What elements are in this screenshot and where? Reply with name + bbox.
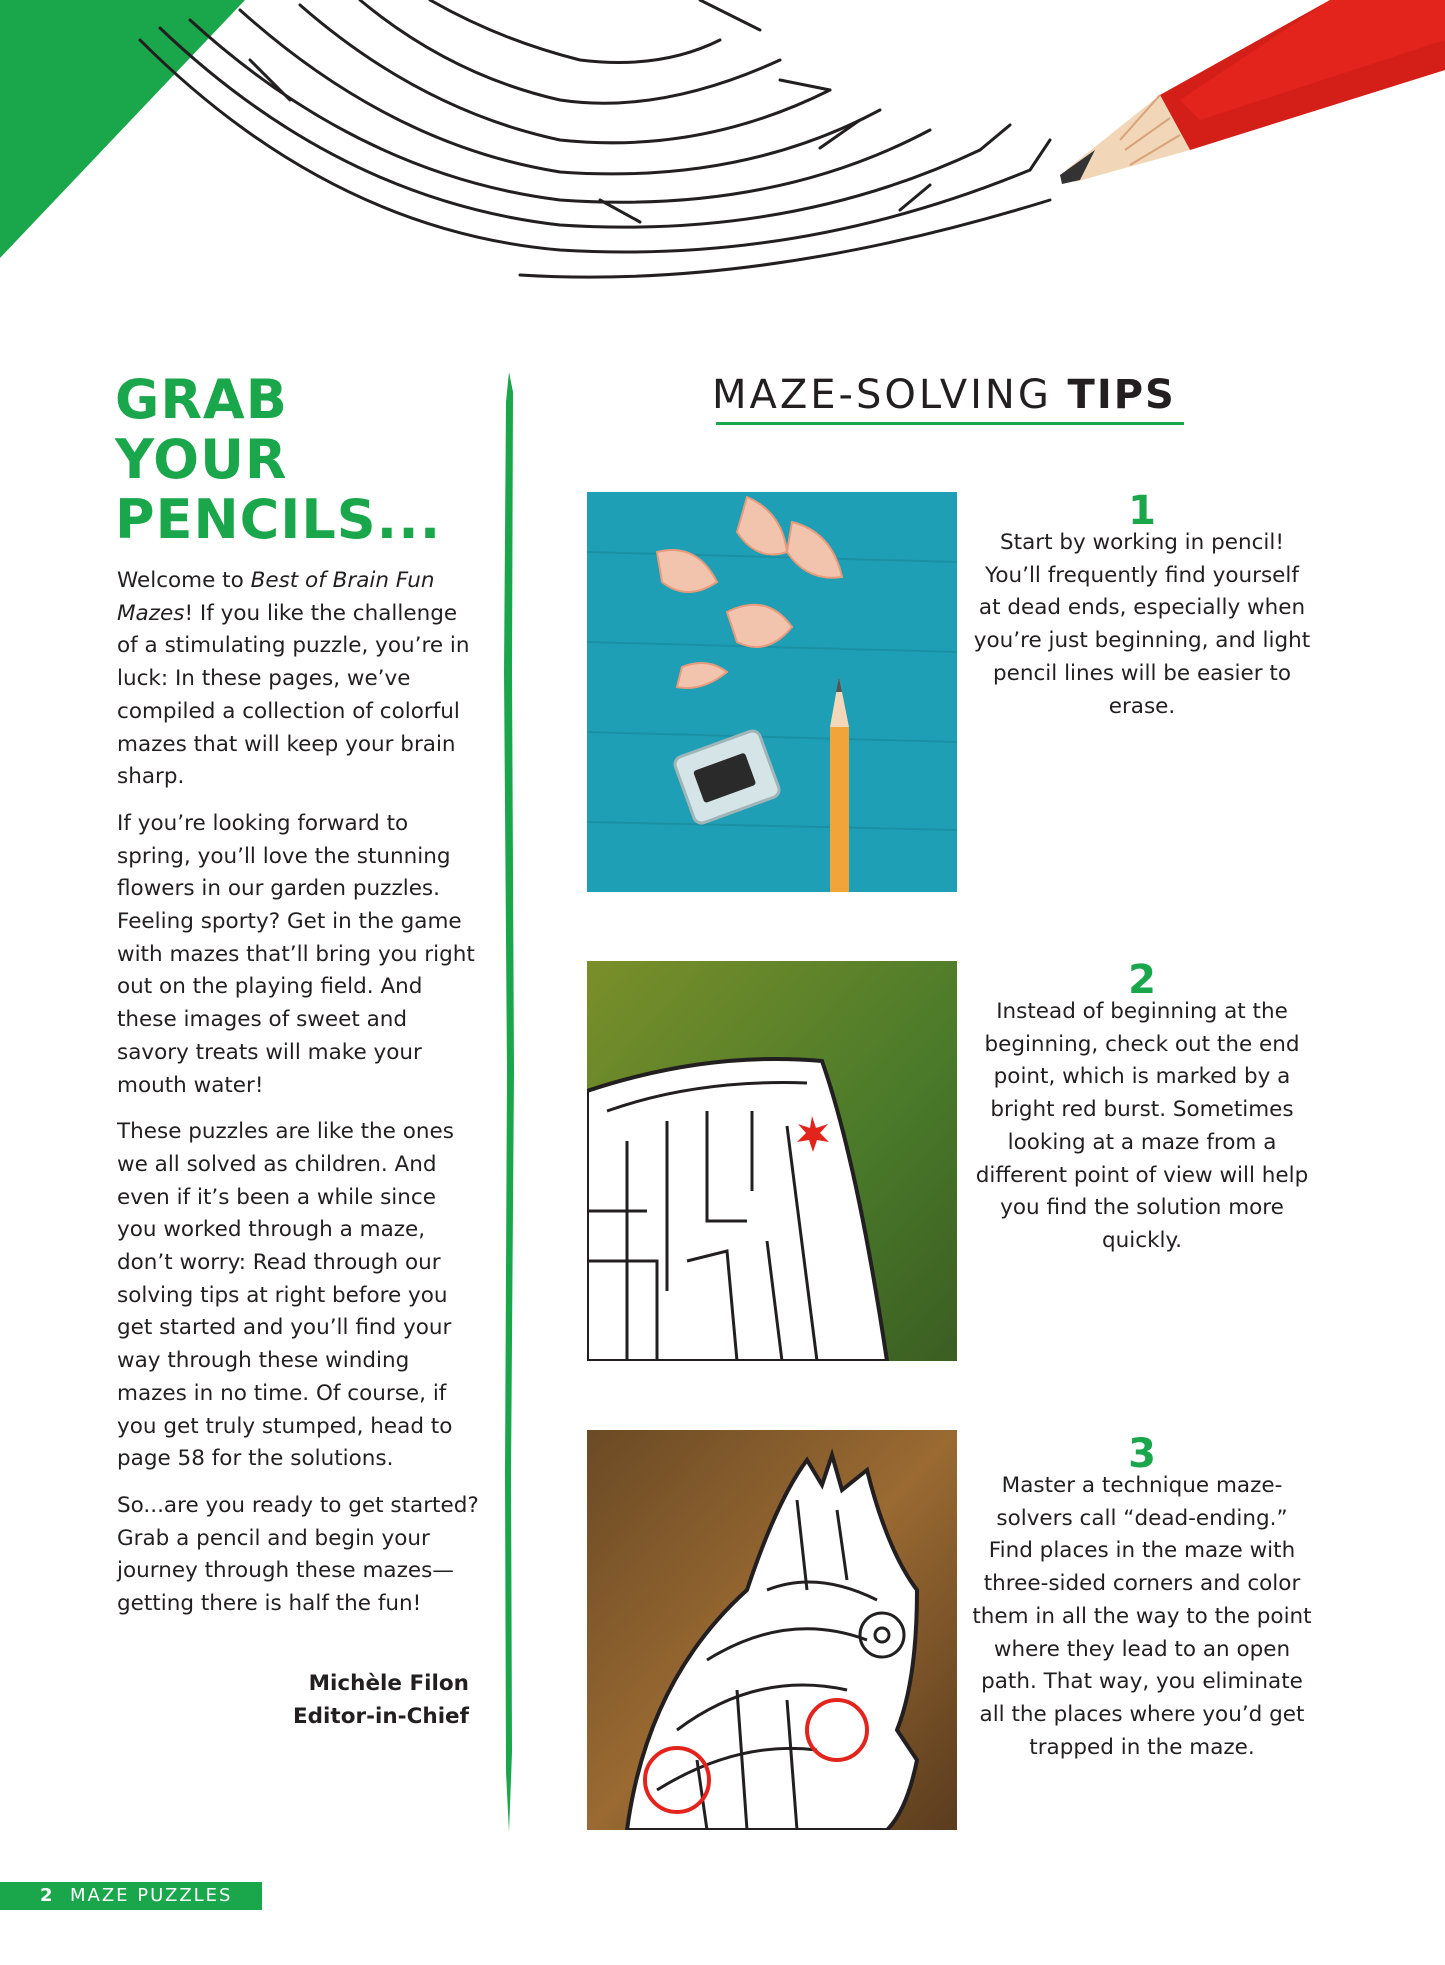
headline-line-1: GRAB (115, 368, 288, 431)
red-pencil-icon (1060, 0, 1445, 184)
signature (117, 1668, 469, 1733)
headline-line-3: PENCILS... (115, 488, 442, 551)
page-number: 2 (40, 1885, 53, 1906)
tips-underline (716, 422, 1184, 425)
tips-title-light: MAZE-SOLVING (712, 372, 1068, 418)
signature-title: Editor-in-Chief (292, 1703, 469, 1729)
intro-p1-start: Welcome to (117, 568, 251, 593)
intro-paragraph-3: These puzzles are like the ones we all solved as children. And even if it’s been a while since you worked through a maze, don’t worry: Read through our solving tips at right before you get started and you’ll find your way through these winding mazes in no time. Of course, if you get truly stumped, head to page 58 for the solutions. (117, 1119, 454, 1472)
tip-3-text: Master a technique maze-solvers call “dead-ending.” Find places in the maze with three-sided corners and color them in all the way to the point where they lead to an open path. That way, you eliminate all the places where you’d get trapped in the maze. (972, 1473, 1312, 1760)
editor-letter (117, 565, 482, 1635)
green-corner-triangle (0, 0, 245, 258)
green-brush-divider (497, 372, 521, 1832)
intro-p1-end: ! If you like the challenge of a stimulating puzzle, you’re in luck: In these pages, we’ve compiled a collection of colorful mazes that will keep your brain sharp. (117, 600, 470, 790)
tips-title (712, 372, 1186, 422)
tip-1-text: Start by working in pencil! You’ll frequently find yourself at dead ends, especially when you’re just beginning, and light pencil lines will be easier to erase. (973, 530, 1311, 719)
intro-paragraph-2: If you’re looking forward to spring, you’ll love the stunning flowers in our garden puzzles. Feeling sporty? Get in the game with mazes that’ll bring you right out on the playing field. And these images of sweet and savory treats will make your mouth water! (117, 810, 475, 1098)
intro-paragraph-1 (117, 565, 482, 794)
tip-2-text: Instead of beginning at the beginning, check out the end point, which is marked by a bright red burst. Sometimes looking at a maze from a different point of view will help you find the solution more quickly. (975, 999, 1309, 1253)
tip-2-number: 2 (1128, 957, 1156, 1003)
header-maze-illustration (0, 0, 1445, 300)
tip-1-photo (587, 492, 957, 892)
headline-line-2: YOUR (115, 428, 288, 491)
maze-arcs (140, 0, 1050, 277)
tip-2-photo (587, 961, 957, 1361)
tip-1-number: 1 (1128, 488, 1156, 534)
intro-paragraph-4: So...are you ready to get started? Grab a pencil and begin your journey through these mazes—getting there is half the fun! (117, 1492, 479, 1617)
tip-3-number: 3 (1128, 1431, 1156, 1477)
signature-name: Michèle Filon (308, 1671, 469, 1696)
book-title: Best of Brain Fun Mazes (117, 568, 435, 626)
tip-3-photo (587, 1430, 957, 1830)
tips-title-bold: TIPS (1067, 372, 1176, 418)
section-label: MAZE PUZZLES (70, 1885, 233, 1906)
page-headline (115, 370, 495, 550)
